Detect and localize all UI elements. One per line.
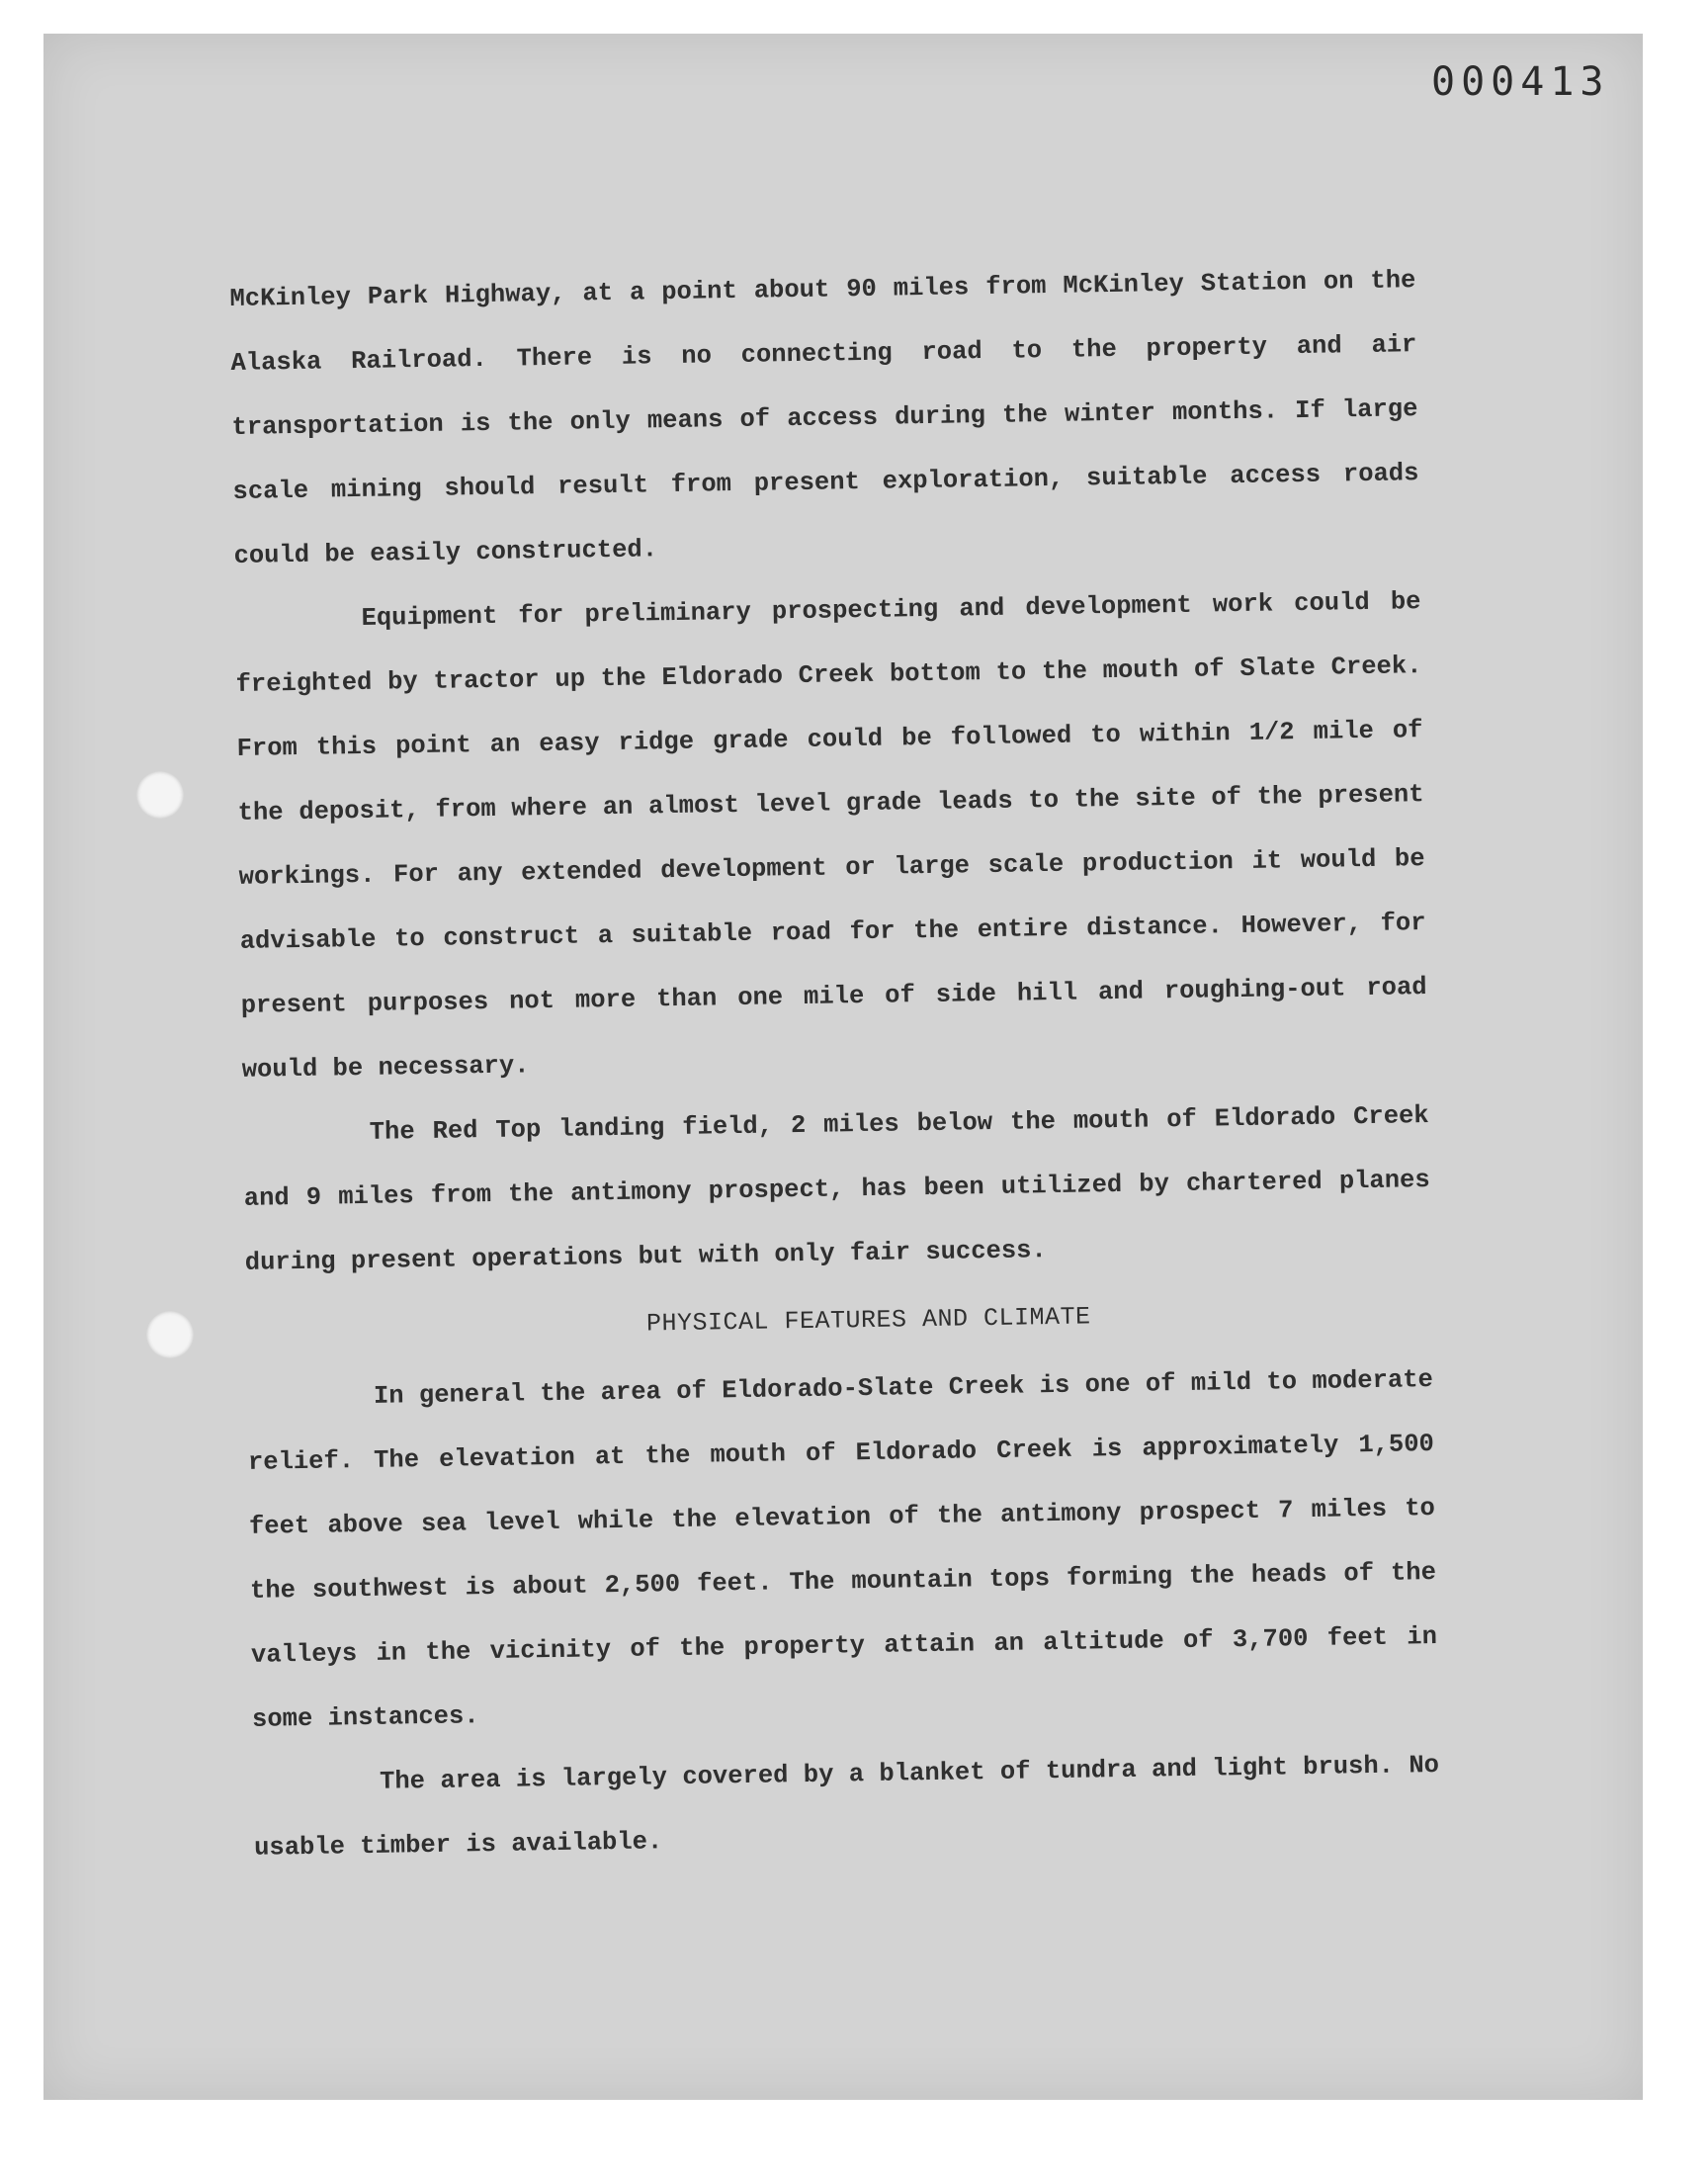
paragraph-access: McKinley Park Highway, at a point about 90 miles from McKinley Station on the Alaska Railroad. There is no connecting road to the property and air transportation is the only means of access during the winter months. If large scale mining should result from present exploration, suitable access roads could be easily constructed.: [229, 266, 1419, 570]
paragraph-relief: In general the area of Eldorado-Slate Creek is one of mild to moderate relief. The elevation at the mouth of Eldorado Creek is approximately 1,500 feet above sea level while the elevation of the antimony prospect 7 miles to the southwest is about 2,500 feet. The mountain tops forming the heads of the valleys in the vicinity of the property attain an altitude of 3,700 feet in some instances.: [247, 1365, 1438, 1734]
page-number: 000413: [1431, 59, 1610, 105]
paragraph-equipment: Equipment for preliminary prospecting and development work could be freighted by tractor up the Eldorado Creek bottom to the mouth of Slate Creek. From this point an easy ridge grade could be followed to within 1/2 mile of the deposit, from where an almost level grade leads to the site of the present workings. For any extended development or large scale production it would be advisable to construct a suitable road for the entire distance. However, for present purposes not more than one mile of side hill and roughing-out road would be necessary.: [235, 587, 1427, 1085]
punch-hole-icon: [136, 771, 184, 819]
scan-margin: [0, 2100, 1708, 2175]
punch-hole-icon: [146, 1311, 194, 1358]
section-heading: PHYSICAL FEATURES AND CLIMATE: [645, 1302, 1091, 1339]
paragraph-vegetation: The area is largely covered by a blanket of tundra and light brush. No usable timber is available.: [253, 1750, 1440, 1863]
document-body: [229, 248, 1440, 1880]
paragraph-landing-field: The Red Top landing field, 2 miles below the mouth of Eldorado Creek and 9 miles from the antimony prospect, has been utilized by chartered planes during present operations but with only fair success.: [243, 1101, 1430, 1277]
